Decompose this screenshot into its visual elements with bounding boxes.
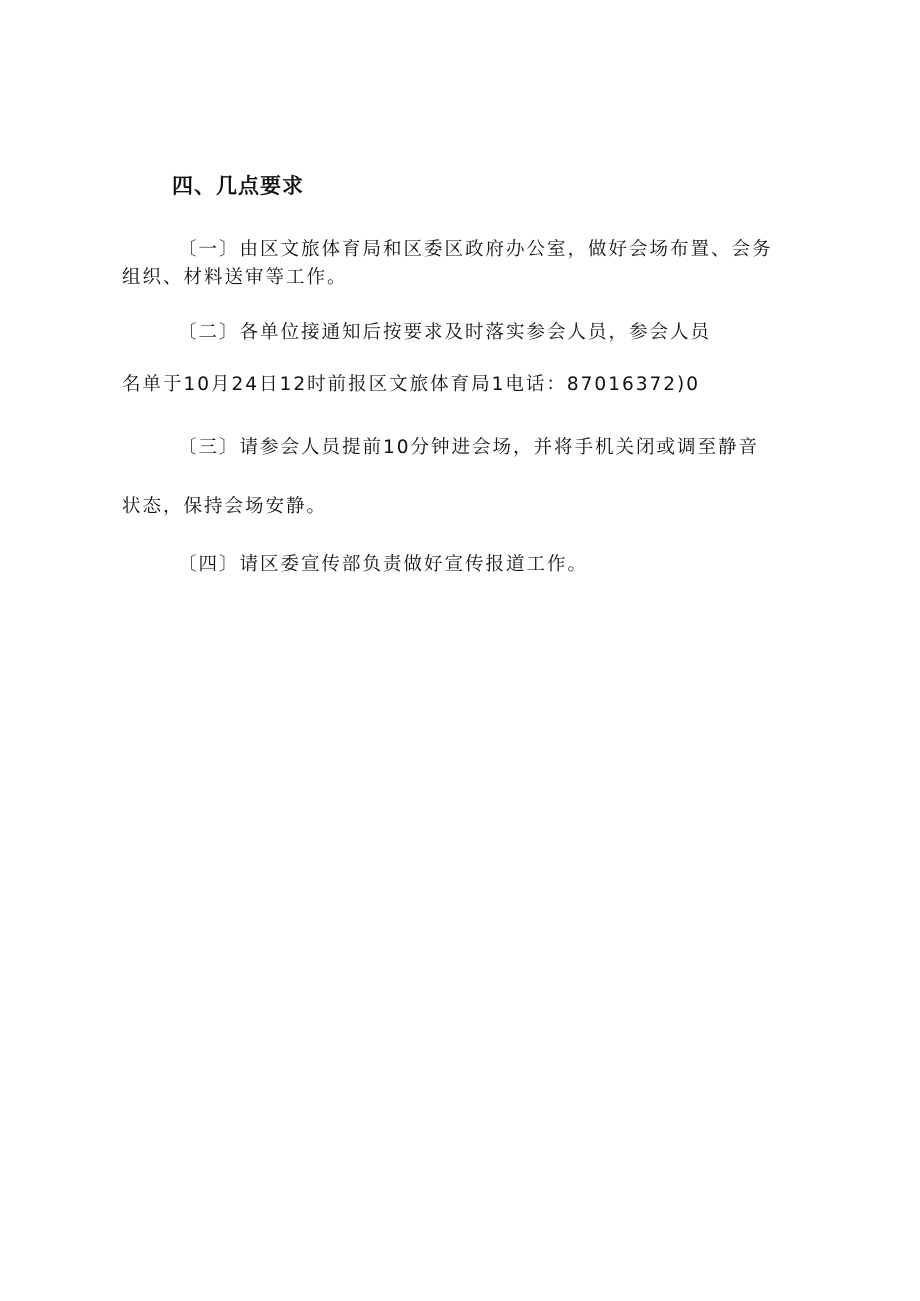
item-1-line-1: 〔一〕由区文旅体育局和区委区政府办公室，做好会场布置、会务 [178,239,773,260]
item-1-line-2: 组织、材料送审等工作。 [122,267,348,288]
item-2-line-1: 〔二〕各单位接通知后按要求及时落实参会人员，参会人员 [178,322,712,343]
item-2-line-2: 名单于10月24日12时前报区文旅体育局1电话：87016372)0 [122,374,701,395]
section-heading: 四、几点要求 [172,174,304,198]
item-3-line-1: 〔三〕请参会人员提前10分钟进会场，并将手机关闭或调至静音 [178,437,760,458]
item-4-line-1: 〔四〕请区委宣传部负责做好宣传报道工作。 [178,554,589,575]
item-3-line-2: 状态，保持会场安静。 [122,496,328,517]
